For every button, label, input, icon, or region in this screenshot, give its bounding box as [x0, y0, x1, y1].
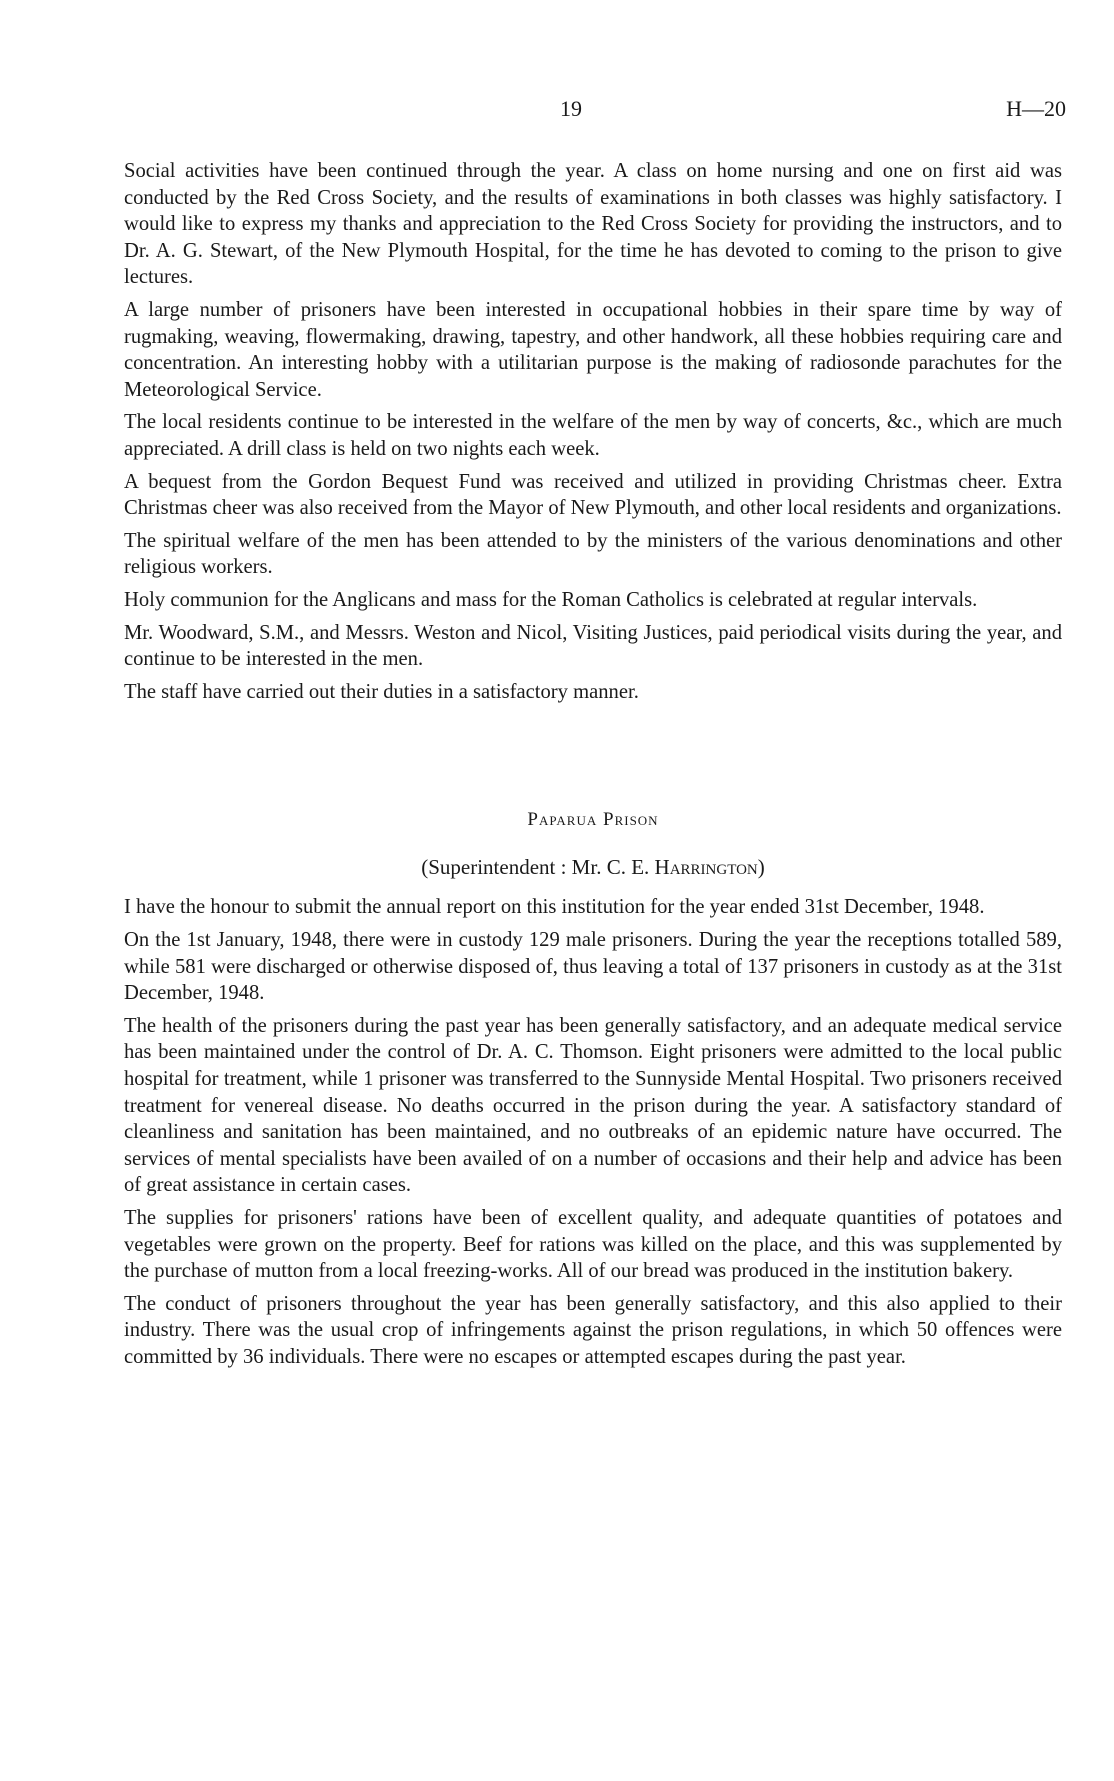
paragraph: A bequest from the Gordon Bequest Fund was received and utilized in providing Christmas cheer. Extra Christmas cheer was also received from the Mayor of New Plymouth, and other local residents and organizations.: [124, 470, 1062, 520]
section-previous-prison-continued: [124, 158, 1062, 705]
page-number: 19: [560, 96, 582, 121]
section-subtitle: [124, 854, 1062, 881]
paragraph: Social activities have been continued through the year. A class on home nursing and one on first aid was conducted by the Red Cross Society, and the results of examinations in both classes was highly satisfactory. I would like to express my thanks and appreciation to the Red Cross Society for providing the instructors, and to Dr. A. G. Stewart, of the New Plymouth Hospital, for the time he has devoted to coming to the prison to give lectures.: [124, 160, 1062, 289]
page-header: [0, 96, 1114, 126]
paragraph: The staff have carried out their duties in a satisfactory manner.: [124, 680, 639, 703]
paragraph: The spiritual welfare of the men has been attended to by the ministers of the various denominations and other religious workers.: [124, 529, 1062, 579]
section-spacer: [124, 711, 1062, 807]
superintendent-name: Harrington: [654, 854, 758, 879]
paragraph: The conduct of prisoners throughout the year has been generally satisfactory, and this also applied to their industry. There was the usual crop of infringements against the prison regulations, in which 50 offences were committed by 36 individuals. There were no escapes or attempted escapes during the past year.: [124, 1292, 1062, 1368]
paragraph: The local residents continue to be interested in the welfare of the men by way of concerts, &c., which are much appreciated. A drill class is held on two nights each week.: [124, 411, 1062, 460]
page-body: [124, 158, 1062, 1377]
paragraph: Mr. Woodward, S.M., and Messrs. Weston and Nicol, Visiting Justices, paid periodical visits during the year, and continue to be interested in the men.: [124, 621, 1062, 671]
section-paparua-prison: [124, 807, 1062, 1370]
paragraph: A large number of prisoners have been interested in occupational hobbies in their spare time by way of rugmaking, weaving, flowermaking, drawing, tapestry, and other handwork, all these hobbies requiring care and concentration. An interesting hobby with a utilitarian purpose is the making of radiosonde parachutes for the Meteorological Service.: [124, 298, 1062, 401]
section-title: Paparua Prison: [527, 809, 659, 831]
paragraph: The health of the prisoners during the past year has been generally satisfactory, and an adequate medical service has been maintained under the control of Dr. A. C. Thomson. Eight prisoners were admitted to the local public hospital for treatment, while 1 prisoner was transferred to the Sunnyside Mental Hospital. Two prisoners received treatment for venereal disease. No deaths occurred in the prison during the year. A satisfactory standard of cleanliness and sanitation has been maintained, and no outbreaks of an epidemic nature have occurred. The services of mental specialists have been availed of on a number of occasions and their help and advice has been of great assistance in certain cases.: [124, 1014, 1062, 1197]
subtitle-prefix: (Superintendent : Mr. C. E.: [421, 854, 655, 879]
subtitle-suffix: ): [757, 854, 765, 879]
paragraph: The supplies for prisoners' rations have been of excellent quality, and adequate quantities of potatoes and vegetables were grown on the property. Beef for rations was killed on the place, and this was supplemented by the purchase of mutton from a local freezing-works. All of our bread was produced in the institution bakery.: [124, 1207, 1062, 1283]
paragraph: Holy communion for the Anglicans and mass for the Roman Catholics is celebrated at regular intervals.: [124, 588, 978, 611]
paragraph: On the 1st January, 1948, there were in custody 129 male prisoners. During the year the receptions totalled 589, while 581 were discharged or otherwise disposed of, thus leaving a total of 137 prisoners in custody as at the 31st December, 1948.: [124, 929, 1062, 1005]
paragraph: I have the honour to submit the annual report on this institution for the year ended 31st December, 1948.: [124, 896, 985, 919]
document-code: H—20: [1006, 96, 1066, 121]
